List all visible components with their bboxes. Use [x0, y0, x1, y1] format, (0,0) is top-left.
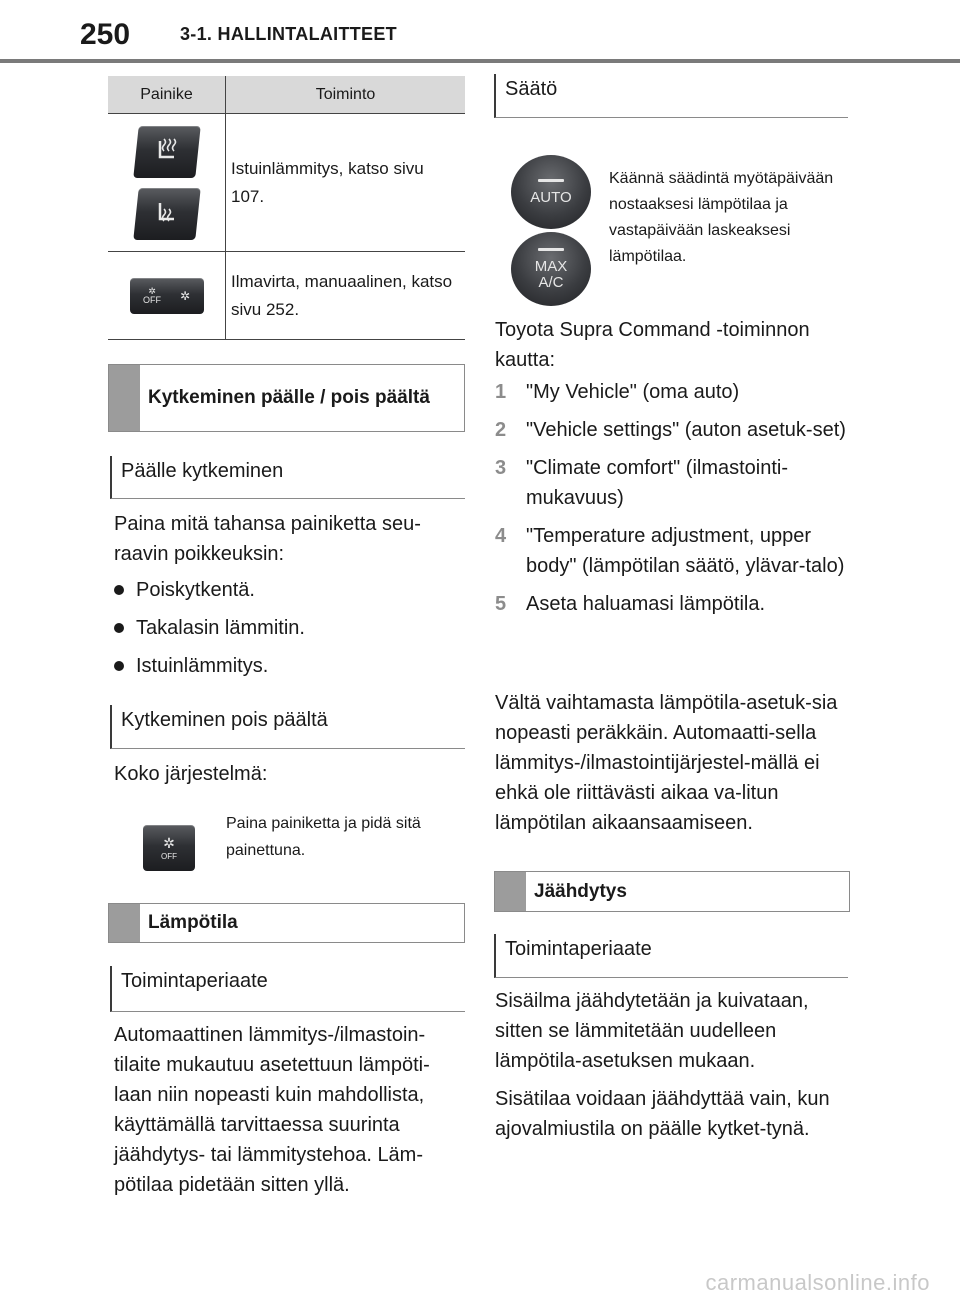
- list-item: 5 Aseta haluamasi lämpötila.: [495, 593, 766, 615]
- table-cell-function: Ilmavirta, manuaalinen, katso sivu 252.: [231, 271, 453, 319]
- list-item: Takalasin lämmitin.: [114, 609, 464, 647]
- table-row: [108, 114, 465, 252]
- seat-heating-buttons: [108, 114, 226, 251]
- table-row: [108, 252, 465, 340]
- switch-off-text: Koko järjestelmä:: [114, 763, 268, 785]
- column-header-button: Painike: [108, 76, 226, 113]
- list-item: 1 "My Vehicle" (oma auto): [495, 381, 740, 403]
- auto-knob-image: AUTO: [511, 155, 591, 229]
- section-cooling: [494, 871, 850, 912]
- fan-icon: ✲: [163, 835, 175, 851]
- watermark: carmanualsonline.info: [705, 1270, 930, 1295]
- seat-heating-lower-icon: [154, 199, 180, 229]
- list-item: Poiskytkentä.: [114, 571, 464, 609]
- steps-list: [495, 377, 850, 619]
- cooling-condition-text: Sisätilaa voidaan jäähdyttää vain, kun ajovalmiustila on päälle kytket-tynä.: [495, 1088, 830, 1140]
- airflow-manual-button-image: [130, 278, 204, 314]
- minus-icon: [538, 179, 564, 182]
- list-item: 2 "Vehicle settings" (auton asetuk-set): [495, 419, 846, 441]
- section-title: Kytkeminen päälle / pois päältä: [148, 387, 430, 408]
- subheading-principle: Toimintaperiaate: [110, 966, 465, 1012]
- minus-icon: [538, 248, 564, 251]
- page-number: 250: [80, 18, 131, 51]
- cooling-text: Sisäilma jäähdytetään ja kuivataan, sitten se lämmitetään uudelleen lämpötila-asetuksen mukaan.: [495, 990, 809, 1072]
- subheading-adjust: Säätö: [494, 74, 848, 118]
- adjust-caption: Käännä säädintä myötäpäivään nostaaksesi lämpötilaa ja vastapäivään laskeaksesi lämpötilaa.: [609, 170, 834, 265]
- bullet-icon: [114, 661, 124, 671]
- chapter-title: 3-1. HALLINTALAITTEET: [180, 24, 397, 44]
- table-cell-function: Istuinlämmitys, katso sivu 107.: [231, 158, 424, 206]
- switch-on-text: Paina mitä tahansa painiketta seu-raavin poikkeuksin:: [114, 513, 421, 565]
- principle-text: Automaattinen lämmitys-/ilmastoin-tilaite mukautuu asetettuun lämpöti-laan niin nopeasti kuin mahdollista, käyttämällä tarvittaessa suurinta jäähdytys- tai lämmitystehoa. Läm-pötilaa pidetään sitten yllä.: [114, 1024, 430, 1196]
- off-label: OFF: [142, 294, 161, 305]
- max-ac-knob-image: MAX A/C: [511, 232, 591, 306]
- fan-icon: ✲: [148, 285, 156, 296]
- bullet-icon: [114, 623, 124, 633]
- section-title: Jäähdytys: [534, 880, 627, 902]
- section-on-off: [108, 364, 465, 432]
- command-intro: Toyota Supra Command -toiminnon kautta:: [495, 319, 810, 371]
- bullet-icon: [114, 585, 124, 595]
- exception-list: [114, 571, 464, 685]
- off-label: OFF: [161, 852, 177, 861]
- section-temperature: [108, 903, 465, 943]
- table-header: [108, 76, 465, 114]
- column-header-function: Toiminto: [315, 85, 376, 103]
- off-caption: Paina painiketta ja pidä sitä painettuna.: [226, 815, 421, 859]
- subheading-switch-off: Kytkeminen pois päältä: [110, 705, 465, 749]
- seat-heating-button-image: [133, 126, 200, 178]
- list-item: Istuinlämmitys.: [114, 647, 464, 685]
- list-item: 4 "Temperature adjustment, upper body" (lämpötilan säätö, ylävar-talo): [495, 525, 845, 577]
- off-button-image: [143, 825, 195, 871]
- fan-icon: ✲: [179, 288, 191, 303]
- subheading-principle: Toimintaperiaate: [494, 934, 848, 978]
- header-divider: [0, 59, 960, 63]
- warning-text: Vältä vaihtamasta lämpötila-asetuk-sia nopeasti peräkkäin. Automaatti-sella lämmitys-/ilmastointijärjestel-mällä ei ehkä ole riittävästi aikaa va-litun lämpötilan aikaansaamiseen.: [495, 692, 838, 834]
- seat-heating-icon: [154, 137, 180, 167]
- section-title: Lämpötila: [148, 912, 238, 933]
- list-item: 3 "Climate comfort" (ilmastointi-mukavuus): [495, 457, 789, 509]
- seat-ventilation-button-image: [133, 188, 200, 240]
- subheading-switch-on: Päälle kytkeminen: [110, 456, 465, 499]
- button-function-table: [108, 76, 465, 340]
